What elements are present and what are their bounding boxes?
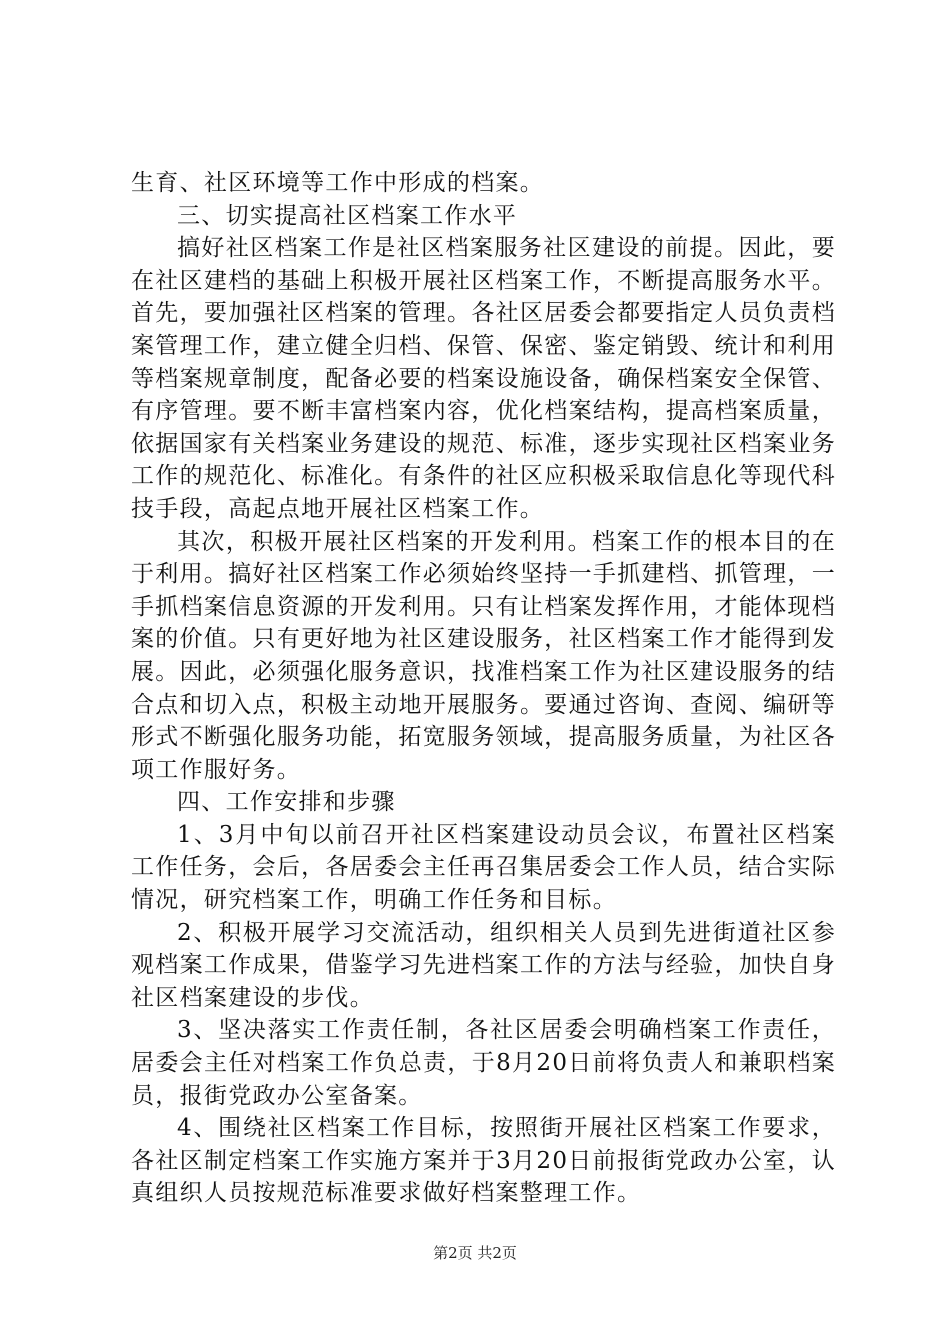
paragraph-management: 搞好社区档案工作是社区档案服务社区建设的前提。因此，要在社区建档的基础上积极开展社区档案工作，不断提高服务水平。首先，要加强社区档案的管理。各社区居委会都要指定人员负责档案管理工作，建立健全归档、保管、保密、鉴定销毁、统计和利用等档案规章制度，配备必要的档案设施设备，确保档案安全保管、有序管理。要不断丰富档案内容，优化档案结构，提高档案质量，依据国家有关档案业务建设的规范、标准，逐步实现社区档案业务工作的规范化、标准化。有条件的社区应积极采取信息化等现代科技手段，高起点地开展社区档案工作。 — [131, 235, 836, 522]
list-item-3: 3、坚决落实工作责任制，各社区居委会明确档案工作责任，居委会主任对档案工作负总责，于8月20日前将负责人和兼职档案员，报街党政办公室备案。 — [131, 1017, 836, 1109]
page-number-footer: 第2页 共2页 — [433, 1244, 517, 1262]
section-heading-3: 三、切实提高社区档案工作水平 — [177, 202, 518, 229]
list-item-4: 4、围绕社区档案工作目标，按照街开展社区档案工作要求，各社区制定档案工作实施方案并于3月20日前报街党政办公室，认真组织人员按规范标准要求做好档案整理工作。 — [131, 1115, 836, 1207]
list-item-2: 2、积极开展学习交流活动，组织相关人员到先进街道社区参观档案工作成果，借鉴学习先进档案工作的方法与经验，加快自身社区档案建设的步伐。 — [131, 919, 836, 1011]
document-body — [131, 167, 836, 1210]
paragraph-continuation: 生育、社区环境等工作中形成的档案。 — [131, 170, 545, 196]
list-item-1: 1、3月中旬以前召开社区档案建设动员会议，布置社区档案工作任务，会后，各居委会主任再召集居委会工作人员，结合实际情况，研究档案工作，明确工作任务和目标。 — [131, 821, 836, 914]
paragraph-utilization: 其次，积极开展社区档案的开发利用。档案工作的根本目的在于利用。搞好社区档案工作必须始终坚持一手抓建档、抓管理，一手抓档案信息资源的开发利用。只有让档案发挥作用，才能体现档案的价值。只有更好地为社区建设服务，社区档案工作才能得到发展。因此，必须强化服务意识，找准档案工作为社区建设服务的结合点和切入点，积极主动地开展服务。要通过咨询、查阅、编研等形式不断强化服务功能，拓宽服务领域，提高服务质量，为社区各项工作服好务。 — [131, 528, 836, 783]
section-heading-4: 四、工作安排和步骤 — [177, 789, 396, 816]
